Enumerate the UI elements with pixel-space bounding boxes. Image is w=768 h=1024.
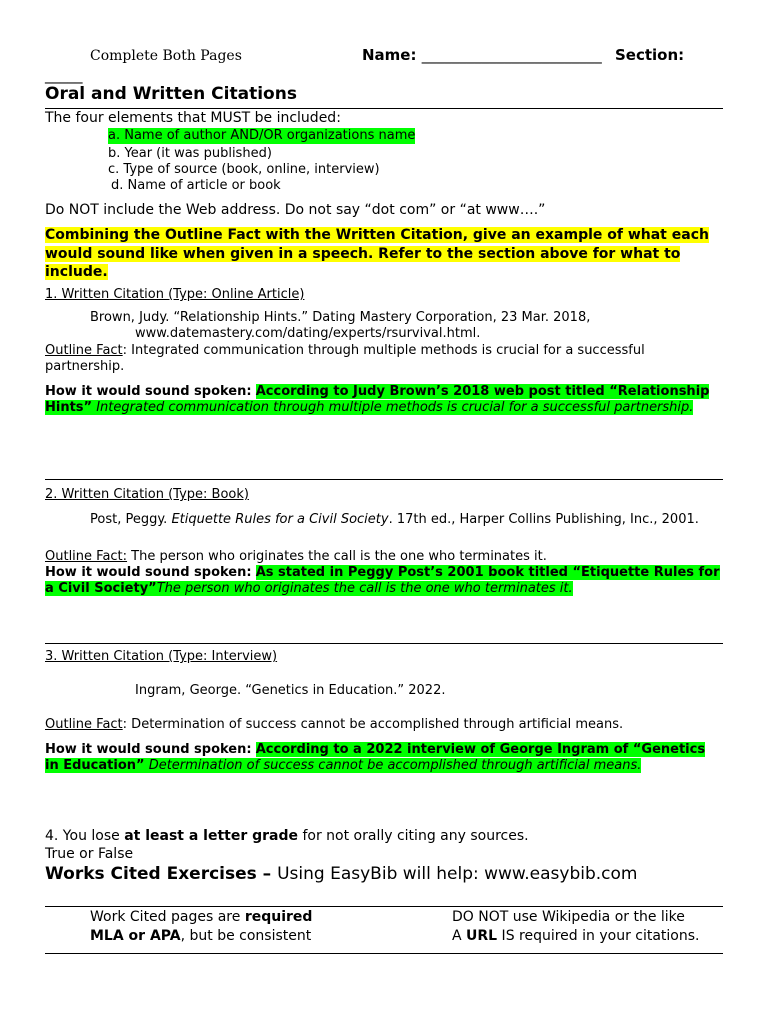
citation-3-line1: Ingram, George. “Genetics in Education.” 2022. xyxy=(135,683,446,698)
citation-3-heading: 3. Written Citation (Type: Interview) xyxy=(45,649,278,664)
works-cited-left-note xyxy=(90,908,350,946)
citation-1-line1: Brown, Judy. “Relationship Hints.” Dating Mastery Corporation, 23 Mar. 2018, xyxy=(90,310,591,325)
citation-2-heading: 2. Written Citation (Type: Book) xyxy=(45,487,249,502)
section-label: Section: xyxy=(615,46,685,64)
right-note-pre: A xyxy=(452,928,467,944)
spoken-label: How it would sound spoken: xyxy=(45,742,252,757)
true-or-false: True or False xyxy=(45,846,134,862)
left-note-required: required xyxy=(244,909,313,925)
citation-1-heading: 1. Written Citation (Type: Online Article) xyxy=(45,287,305,302)
spoken-label: How it would sound spoken: xyxy=(45,565,252,580)
citation-2-details: . 17th ed., Harper Collins Publishing, Inc., 2001. xyxy=(388,512,699,527)
complete-both-pages-label: Complete Both Pages xyxy=(90,48,242,64)
name-label xyxy=(362,46,602,64)
citation-1-spoken xyxy=(45,384,723,416)
citation-2-text xyxy=(45,512,723,528)
outline-fact-text: : Integrated communication through multiple methods is crucial for a successful partnership. xyxy=(45,343,645,374)
title-divider xyxy=(45,108,723,109)
right-note-url: URL xyxy=(466,928,498,944)
works-cited-top-divider xyxy=(45,906,723,907)
spoken-label: How it would sound spoken: xyxy=(45,384,252,399)
outline-fact-label: Outline Fact xyxy=(45,343,123,358)
outline-fact-text: The person who originates the call is the one who terminates it. xyxy=(127,549,547,564)
name-blank-line[interactable]: ________________________ xyxy=(421,46,602,64)
works-cited-subtitle: Using EasyBib will help: www.easybib.com xyxy=(277,864,638,884)
page-title: Oral and Written Citations xyxy=(45,84,297,104)
spoken-source: According to Judy Brown’s 2018 web post titled “Relationship Hints” xyxy=(45,384,710,415)
works-cited-heading xyxy=(45,864,637,884)
citation-1-outline-fact xyxy=(45,343,723,375)
instructions xyxy=(45,226,723,282)
name-label-text: Name: xyxy=(362,46,417,64)
citation-2-author: Post, Peggy. xyxy=(90,512,172,527)
citation-2-spoken xyxy=(45,565,723,597)
question-4 xyxy=(45,828,529,844)
citation-2-outline-fact xyxy=(45,549,723,565)
element-item-d: d. Name of article or book xyxy=(111,178,281,193)
citation-1-line2: www.datemastery.com/dating/experts/rsurvival.html. xyxy=(135,326,481,341)
question-4-emphasis: at least a letter grade xyxy=(124,828,299,844)
instructions-text: Combining the Outline Fact with the Written Citation, give an example of what each would sound like when given in a speech. Refer to the section above for what to include. xyxy=(45,227,709,280)
right-note-line1: DO NOT use Wikipedia or the like xyxy=(452,909,685,925)
question-4-post: for not orally citing any sources. xyxy=(298,828,529,844)
spoken-source: As stated in Peggy Post’s 2001 book titled “Etiquette Rules for a Civil Society” xyxy=(45,565,720,596)
right-note-post: IS required in your citations. xyxy=(497,928,700,944)
outline-fact-label: Outline Fact xyxy=(45,717,123,732)
section-blank-line[interactable]: _____ xyxy=(45,66,83,84)
do-not-note: Do NOT include the Web address. Do not say “dot com” or “at www….” xyxy=(45,202,546,218)
works-cited-title: Works Cited Exercises – xyxy=(45,864,278,884)
spoken-fact: The person who originates the call is the one who terminates it. xyxy=(156,581,573,596)
left-note-post: , but be consistent xyxy=(180,928,312,944)
element-item-c: c. Type of source (book, online, interview) xyxy=(108,162,380,177)
citation-3-spoken xyxy=(45,742,723,774)
elements-intro: The four elements that MUST be included: xyxy=(45,110,341,126)
outline-fact-text: : Determination of success cannot be accomplished through artificial means. xyxy=(122,717,624,732)
citation-2-title: Etiquette Rules for a Civil Society xyxy=(171,512,389,527)
divider-1 xyxy=(45,479,723,480)
left-note-pre: Work Cited pages are xyxy=(90,909,245,925)
works-cited-bottom-divider xyxy=(45,953,723,954)
spoken-fact: Determination of success cannot be accomplished through artificial means. xyxy=(144,758,642,773)
divider-2 xyxy=(45,643,723,644)
outline-fact-label: Outline Fact: xyxy=(45,549,128,564)
element-item-b: b. Year (it was published) xyxy=(108,146,272,161)
question-4-pre: 4. You lose xyxy=(45,828,125,844)
citation-3-outline-fact xyxy=(45,717,723,733)
works-cited-right-note xyxy=(452,908,700,946)
spoken-fact: Integrated communication through multiple methods is crucial for a successful partnership. xyxy=(92,400,694,415)
element-item-a: a. Name of author AND/OR organizations name xyxy=(108,128,416,143)
left-note-mla-apa: MLA or APA xyxy=(90,928,181,944)
spoken-source: According to a 2022 interview of George Ingram of “Genetics in Education” xyxy=(45,742,706,773)
